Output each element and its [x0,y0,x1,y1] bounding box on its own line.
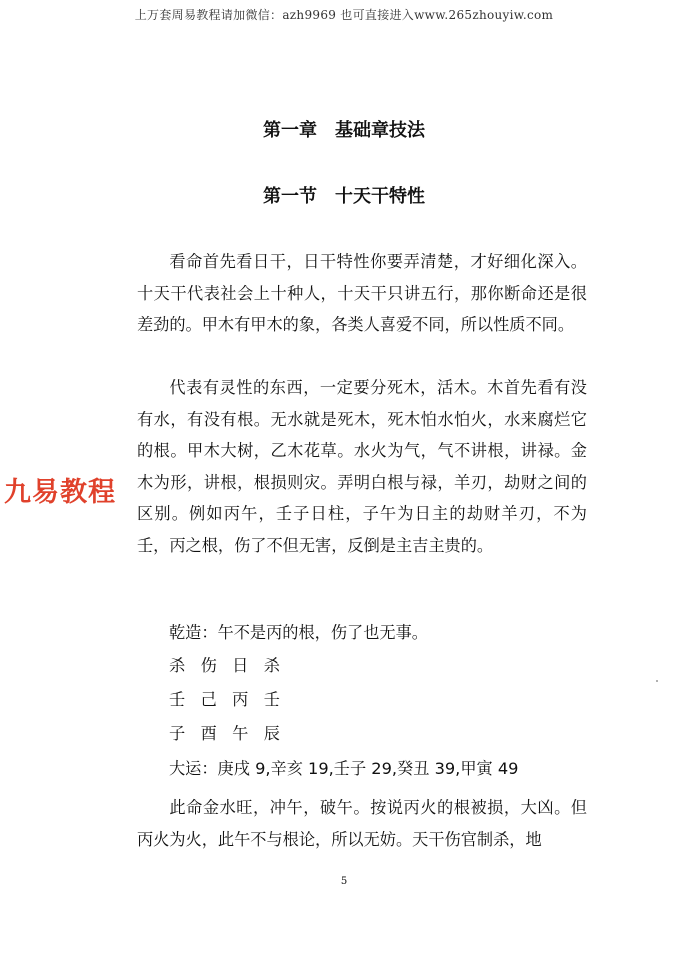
luck-line: 大运：庚戌 9,辛亥 19,壬子 29,癸丑 39,甲寅 49 [169,759,519,778]
paragraph-2 [137,372,587,561]
paragraph-2-text: 代表有灵性的东西，一定要分死木，活木。木首先看有没有水，有没有根。无水就是死木，死木怕水怕火，水来腐烂它的根。甲木大树，乙木花草。水火为气，气不讲根，讲禄。金木为形，讲根，根损则灾。弄明白根与禄，羊刃，劫财之间的区别。例如丙午，壬子日柱，子午为日主的劫财羊刃，不为壬，丙之根，伤了不但无害，反倒是主吉主贵的。 [137,378,587,555]
branches-row: 子酉午辰 [169,724,296,743]
example-heading: 乾造：午不是丙的根，伤了也无事。 [169,623,428,642]
scan-dot [656,680,658,682]
ten-gods-row: 杀伤日杀 [169,656,296,675]
stems-row: 壬己丙壬 [169,690,296,709]
paragraph-3-text: 此命金水旺，冲午，破午。按说丙火的根被损，大凶。但丙火为火，此午不与根论，所以无妨。天干伤官制杀，地 [137,798,587,849]
page-number: 5 [340,876,348,887]
paragraph-1-text: 看命首先看日干，日干特性你要弄清楚，才好细化深入。十天干代表社会上十种人，十天干只讲五行，那你断命还是很差劲的。甲木有甲木的象，各类人喜爱不同，所以性质不同。 [137,252,587,334]
header-note: 上万套周易教程请加微信：azh9969 也可直接进入www.265zhouyiw.com [134,8,554,22]
paragraph-3 [137,792,587,855]
chapter-title: 第一章 基础章技法 [263,120,425,141]
watermark-logo: 九易教程 [4,477,116,508]
paragraph-1 [137,246,587,341]
section-title: 第一节 十天干特性 [263,186,425,207]
